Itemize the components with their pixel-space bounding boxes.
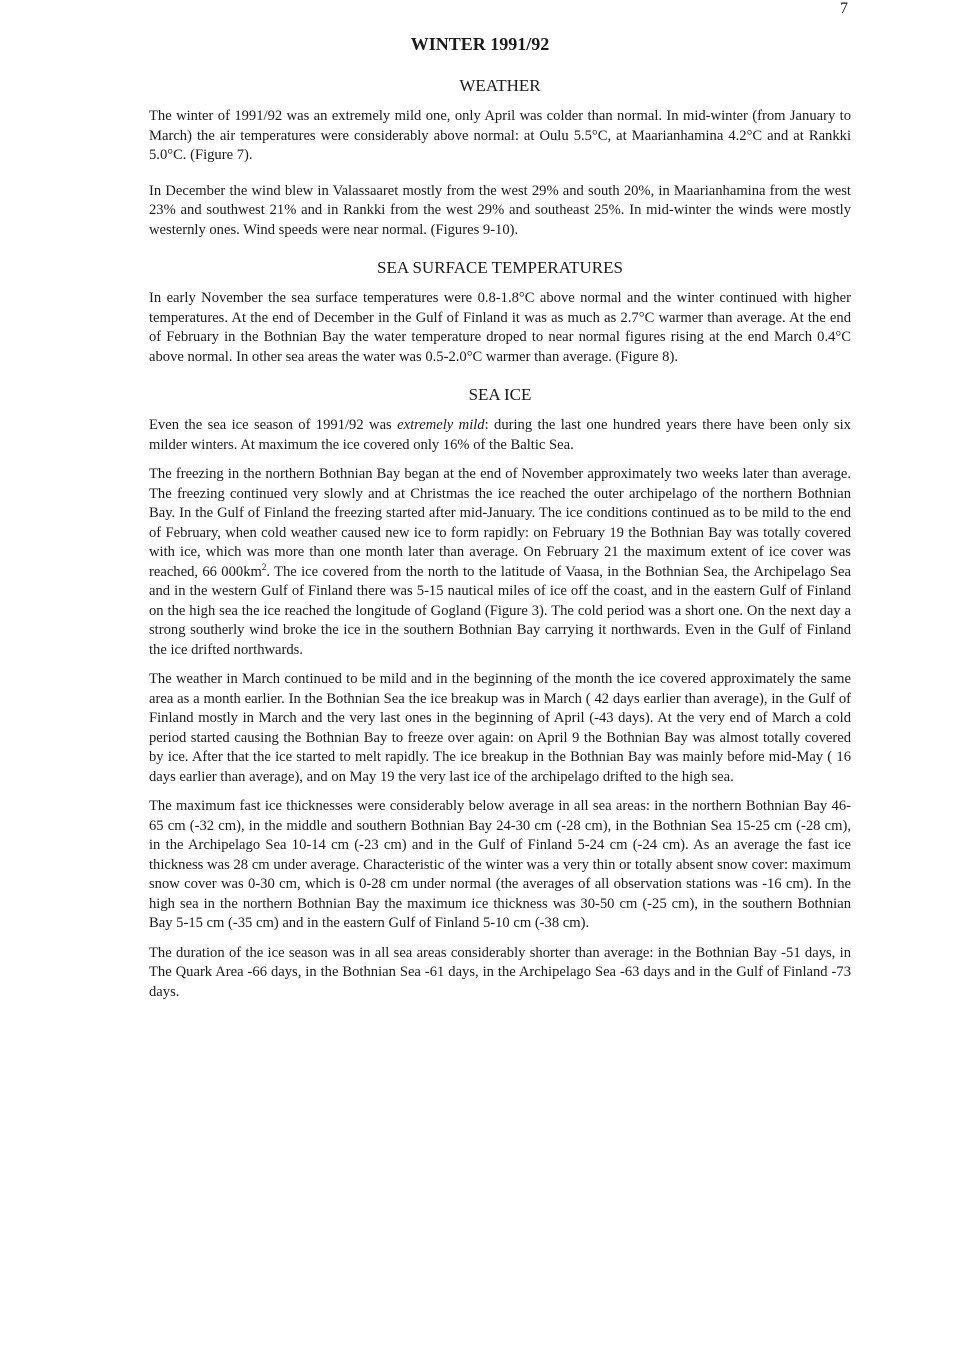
paragraph-sea-ice-1 xyxy=(149,416,851,455)
text-run: . The ice covered from the north to the latitude of Vaasa, in the Bothnian Sea, the Archipelago Sea and in the western Gulf of Finland there was 5-15 nautical miles of ice off the coast, and in the eastern Gulf of Finland on the high sea the ice reached the longitude of Gogland (Figure 3). The cold period was a short one. On the next day a strong southerly wind broke the ice in the southern Bothnian Bay carrying it northwards. Even in the Gulf of Finland the ice drifted northwards. xyxy=(149,563,851,658)
document-title: WINTER 1991/92 xyxy=(410,34,550,54)
page-number: 7 xyxy=(840,0,848,17)
section-sea-ice xyxy=(149,385,851,1002)
paragraph-sea-ice-4: The maximum fast ice thicknesses were considerably below average in all sea areas: in the northern Bothnian Bay 46-65 cm (-32 cm), in the middle and southern Bothnian Bay 24-30 cm (-28 cm), in the Bothnian Sea 15-25 cm (-28 cm), in the Archipelago Sea 10-14 cm (-23 cm) and in the Gulf of Finland 5-24 cm (-24 cm). As an average the fast ice thickness was 28 cm under average. Characteristic of the winter was a very thin or totally absent snow cover: maximum snow cover was 0-30 cm, which is 0-28 cm under normal (the averages of all observation stations was -16 cm). In the high sea in the northern Bothnian Bay the maximum ice thickness was 30-50 cm (-25 cm), in the southern Bothnian Bay 5-15 cm (-35 cm) and in the eastern Gulf of Finland 5-10 cm (-38 cm). xyxy=(149,798,851,931)
paragraph-sea-ice-3: The weather in March continued to be mild and in the beginning of the month the ice covered approximately the same area as a month earlier. In the Bothnian Sea the ice breakup was in March ( 42 days earlier than average), in the Gulf of Finland mostly in March and the very last ones in the beginning of April (-43 days). At the very end of March a cold period started causing the Bothnian Bay to freeze over again: on April 9 the Bothnian Bay was almost totally covered by ice. After that the ice started to melt rapidly. The ice breakup in the Bothnian Bay was mainly before mid-May ( 16 days earlier than average), and on May 19 the very last ice of the archipelago drifted to the high sea. xyxy=(149,671,851,785)
emphasized-text: extremely mild xyxy=(397,417,485,433)
superscript: 2 xyxy=(261,561,267,572)
section-heading-sea-ice: SEA ICE xyxy=(468,385,532,404)
section-heading-weather: WEATHER xyxy=(459,76,541,95)
text-run: : during the last one hundred years there have been only six milder winters. At maximum the ice covered only 16% of the Baltic Sea. xyxy=(149,417,851,453)
section-weather xyxy=(149,76,851,240)
paragraph-weather-1: The winter of 1991/92 was an extremely mild one, only April was colder than normal. In mid-winter (from January to March) the air temperatures were considerably above normal: at Oulu 5.5°C, at Maarianhamina 4.2°C and at Rankki 5.0°C. (Figure 7). xyxy=(149,108,851,163)
paragraph-sst-1: In early November the sea surface temperatures were 0.8-1.8°C above normal and the winter continued with higher temperatures. At the end of December in the Gulf of Finland it was as much as 2.7°C warmer than average. At the end of February in the Bothnian Bay the water temperature droped to near normal figures rising at the end March 0.4°C above normal. In other sea areas the water was 0.5-2.0°C warmer than average. (Figure 8). xyxy=(149,290,851,365)
paragraph-sea-ice-5: The duration of the ice season was in all sea areas considerably shorter than average: in the Bothnian Bay -51 days, in The Quark Area -66 days, in the Bothnian Sea -61 days, in the Archipelago Sea -63 days and in the Gulf of Finland -73 days. xyxy=(149,944,851,1000)
section-heading-sea-surface-temperatures: SEA SURFACE TEMPERATURES xyxy=(377,258,623,277)
document-body xyxy=(149,76,851,1012)
paragraph-sea-ice-2 xyxy=(149,465,851,660)
paragraph-weather-2: In December the wind blew in Valassaaret mostly from the west 29% and south 20%, in Maarianhamina from the west 23% and southwest 21% and in Rankki from the west 29% and southeast 25%. In mid-winter the winds were mostly westernly ones. Wind speeds were near normal. (Figures 9-10). xyxy=(149,182,851,238)
text-run: Even the sea ice season of 1991/92 was xyxy=(149,417,398,433)
section-sea-surface-temperatures xyxy=(149,258,851,367)
text-run: The freezing in the northern Bothnian Bay began at the end of November approximately two weeks later than average. The freezing continued very slowly and at Christmas the ice reached the outer archipelago of the northern Bothnian Bay. In the Gulf of Finland the freezing started after mid-January. The ice conditions continued as to be mild to the end of February, when cold weather caused new ice to form rapidly: on February 19 the Bothnian Bay was totally covered with ice, which was more than one month later than average. On February 21 the maximum extent of ice cover was reached, 66 000km xyxy=(149,466,851,580)
